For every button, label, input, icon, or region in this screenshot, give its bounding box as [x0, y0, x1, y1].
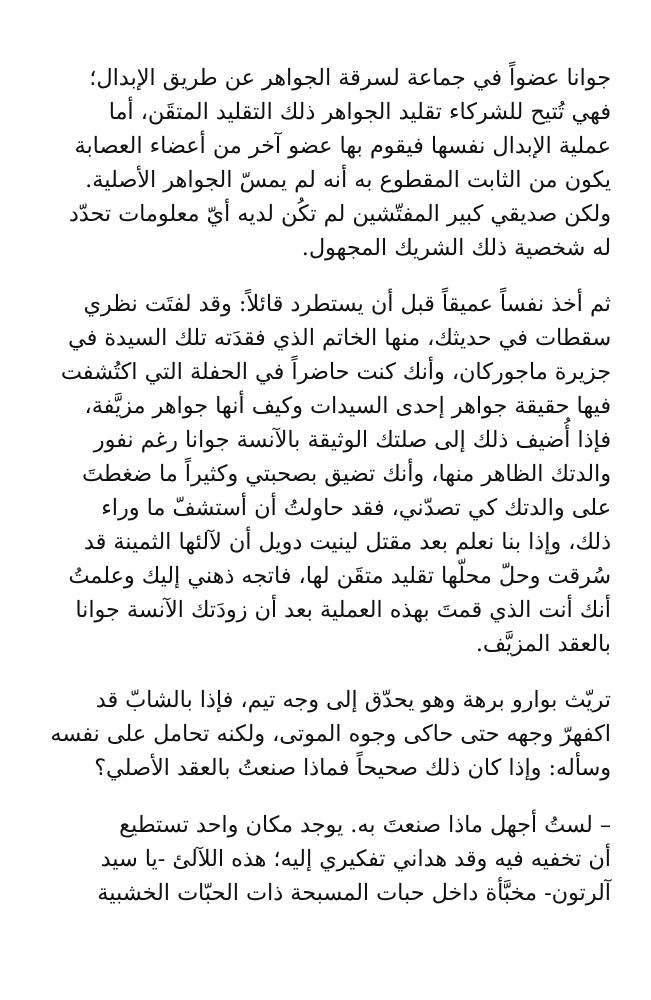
paragraph-3 [40, 684, 611, 786]
text-line: ذلك، وإذا بنا نعلم بعد مقتل لينيت دويل أن لآلئها الثمينة قد [83, 528, 611, 555]
text-line: فهي تُتيح للشركاء تقليد الجواهر ذلك التقليد المتقَن، أما [108, 98, 611, 125]
text-line: آلرتون- مخبَّأة داخل حبات المسبحة ذات الحبّات الخشبية [97, 879, 611, 906]
text-line: اكفهرّ وجهه حتى حاكى وجوه الموتى، ولكنه تحامل على نفسه [50, 721, 611, 748]
text-line: بالعقد المزيَّف. [475, 630, 611, 657]
text-line: – لستُ أجهل ماذا صنعتَ به. يوجد مكان واحد تستطيع [119, 812, 611, 839]
text-line: سقطات في حديثك، منها الخاتم الذي فقدَته تلك السيدة في [68, 325, 611, 352]
text-line: جزيرة ماجوركان، وأنك كنت حاضراً في الحفلة التي اكتُشفت [60, 359, 611, 386]
text-line: جوانا عضواً في جماعة لسرقة الجواهر عن طريق الإبدال؛ [89, 65, 611, 91]
paragraph-4 [40, 809, 611, 911]
text-line: على والدتك كي تصدّني، فقد حاولتُ أن أستشفّ ما وراء [101, 494, 611, 521]
text-line: فإذا أُضيف ذلك إلى صلتك الوثيقة بالآنسة جوانا رغم نفور [93, 427, 611, 454]
text-line: له شخصية ذلك الشريك المجهول. [301, 234, 611, 261]
text-line: تريّث بوارو برهة وهو يحدّق إلى وجه تيم، فإذا بالشابّ قد [95, 687, 611, 714]
text-line: سُرقت وحلّ محلّها تقليد متقَن لها، فاتجه ذهني إليك وعلمتُ [68, 562, 611, 589]
text-line: ولكن صديقي كبير المفتّشين لم تكُن لديه أيّ معلومات تحدّد [68, 200, 611, 227]
text-line: أن تخفيه فيه وقد هداني تفكيري إليه؛ هذه اللآلئ -يا سيد [100, 846, 611, 873]
text-line: أنك أنت الذي قمتَ بهذه العملية بعد أن زودَتك الآنسة جوانا [75, 596, 611, 623]
text-line: فيها حقيقة جواهر إحدى السيدات وكيف أنها جواهر مزيَّفة، [84, 393, 611, 420]
text-line: ثم أخذ نفساً عميقاً قبل أن يستطرد قائلاً: وقد لفتَت نظري [83, 291, 611, 318]
paragraph-2 [40, 288, 611, 661]
text-line: يكون من الثابت المقطوع به أنه لم يمسّ الجواهر الأصلية. [85, 166, 611, 193]
paragraph-1 [40, 62, 611, 265]
text-line: وسأله: وإذا كان ذلك صحيحاً فماذا صنعتُ بالعقد الأصلي؟ [94, 755, 611, 782]
text-line: والدتك الظاهر منها، وأنك تضيق بصحبتي وكثيراً ما ضغطتَ [82, 460, 611, 487]
text-line: عملية الإبدال نفسها فيقوم بها عضو آخر من أعضاء العصابة [74, 132, 611, 159]
